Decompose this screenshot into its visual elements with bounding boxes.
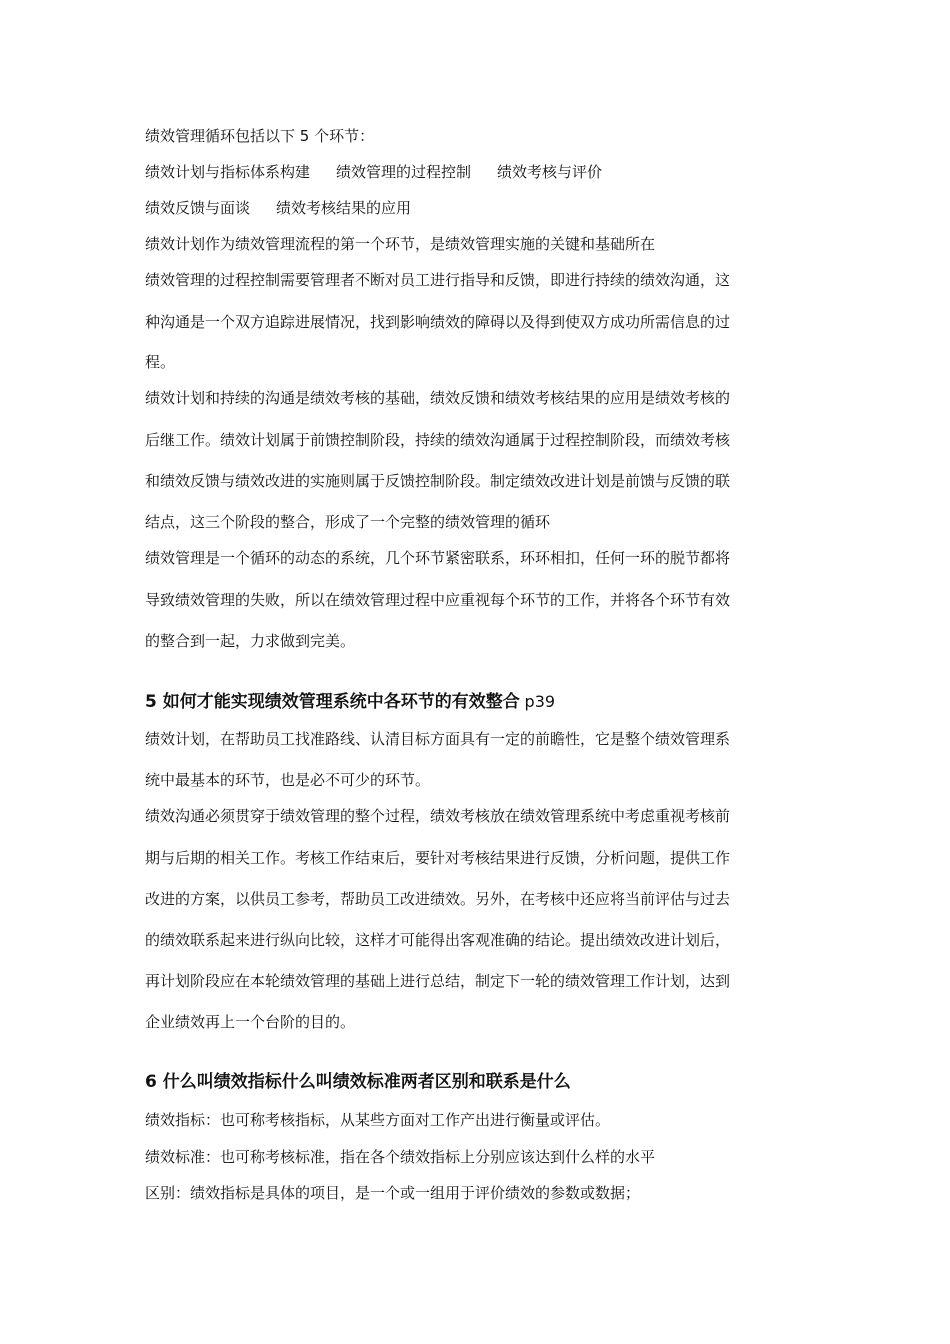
cycle-intro: 绩效管理循环包括以下 5 个环节： bbox=[145, 127, 375, 145]
section-5-paragraph-2-line: 企业绩效再上一个台阶的目的。 bbox=[145, 1013, 356, 1031]
section-6-heading: 6 什么叫绩效指标什么叫绩效标准两者区别和联系是什么 bbox=[145, 1072, 571, 1092]
cycle-paragraph-2-line: 绩效管理的过程控制需要管理者不断对员工进行指导和反馈，即进行持续的绩效沟通，这 bbox=[145, 271, 731, 289]
cycle-paragraph-1: 绩效计划作为绩效管理流程的第一个环节，是绩效管理实施的关键和基础所在 bbox=[145, 235, 656, 253]
cycle-paragraph-3-line: 和绩效反馈与绩效改进的实施则属于反馈控制阶段。制定绩效改进计划是前馈与反馈的联 bbox=[145, 472, 731, 490]
section-6-standard-definition: 绩效标准：也可称考核标准，指在各个绩效指标上分别应该达到什么样的水平 bbox=[145, 1148, 656, 1166]
section-6-difference: 区别：绩效指标是具体的项目，是一个或一组用于评价绩效的参数或数据； bbox=[145, 1184, 641, 1202]
section-5-paragraph-2-line: 改进的方案，以供员工参考，帮助员工改进绩效。另外，在考核中还应将当前评估与过去 bbox=[145, 890, 731, 908]
section-5-heading-row bbox=[145, 692, 805, 712]
cycle-paragraph-3-line: 结点，这三个阶段的整合，形成了一个完整的绩效管理的循环 bbox=[145, 513, 551, 531]
cycle-paragraph-4-line: 绩效管理是一个循环的动态的系统，几个环节紧密联系，环环相扣，任何一环的脱节都将 bbox=[145, 549, 731, 567]
stage-item: 绩效反馈与面谈 bbox=[145, 199, 251, 217]
section-5-paragraph-2-line: 的绩效联系起来进行纵向比较，这样才可能得出客观准确的结论。提出绩效改进计划后， bbox=[145, 931, 731, 949]
stage-item: 绩效管理的过程控制 bbox=[336, 163, 472, 181]
section-5-paragraph-2-line: 期与后期的相关工作。考核工作结束后，要针对考核结果进行反馈，分析问题，提供工作 bbox=[145, 849, 731, 867]
section-5-heading: 5 如何才能实现绩效管理系统中各环节的有效整合 bbox=[145, 692, 520, 712]
cycle-stages-row-2 bbox=[145, 198, 805, 218]
cycle-paragraph-4-line: 导致绩效管理的失败，所以在绩效管理过程中应重视每个环节的工作，并将各个环节有效 bbox=[145, 591, 731, 609]
cycle-paragraph-4-line: 的整合到一起，力求做到完美。 bbox=[145, 632, 356, 650]
stage-item: 绩效考核结果的应用 bbox=[276, 199, 412, 217]
stage-item: 绩效计划与指标体系构建 bbox=[145, 163, 311, 181]
cycle-paragraph-2-line: 种沟通是一个双方追踪进展情况，找到影响绩效的障碍以及得到使双方成功所需信息的过 bbox=[145, 313, 731, 331]
section-5-paragraph-2-line: 再计划阶段应在本轮绩效管理的基础上进行总结，制定下一轮的绩效管理工作计划，达到 bbox=[145, 972, 731, 990]
section-5-paragraph-2-line: 绩效沟通必须贯穿于绩效管理的整个过程，绩效考核放在绩效管理系统中考虑重视考核前 bbox=[145, 807, 731, 825]
section-5-page-ref: p39 bbox=[524, 692, 556, 711]
section-5-paragraph-1-line: 绩效计划，在帮助员工找准路线、认清目标方面具有一定的前瞻性，它是整个绩效管理系 bbox=[145, 730, 731, 748]
cycle-paragraph-2-line: 程。 bbox=[145, 353, 176, 371]
cycle-paragraph-3-line: 后继工作。绩效计划属于前馈控制阶段，持续的绩效沟通属于过程控制阶段，而绩效考核 bbox=[145, 431, 731, 449]
cycle-stages-row-1 bbox=[145, 162, 805, 182]
section-6-indicator-definition: 绩效指标：也可称考核指标，从某些方面对工作产出进行衡量或评估。 bbox=[145, 1111, 611, 1129]
cycle-paragraph-3-line: 绩效计划和持续的沟通是绩效考核的基础，绩效反馈和绩效考核结果的应用是绩效考核的 bbox=[145, 389, 731, 407]
stage-item: 绩效考核与评价 bbox=[497, 163, 603, 181]
section-5-paragraph-1-line: 统中最基本的环节，也是必不可少的环节。 bbox=[145, 771, 431, 789]
